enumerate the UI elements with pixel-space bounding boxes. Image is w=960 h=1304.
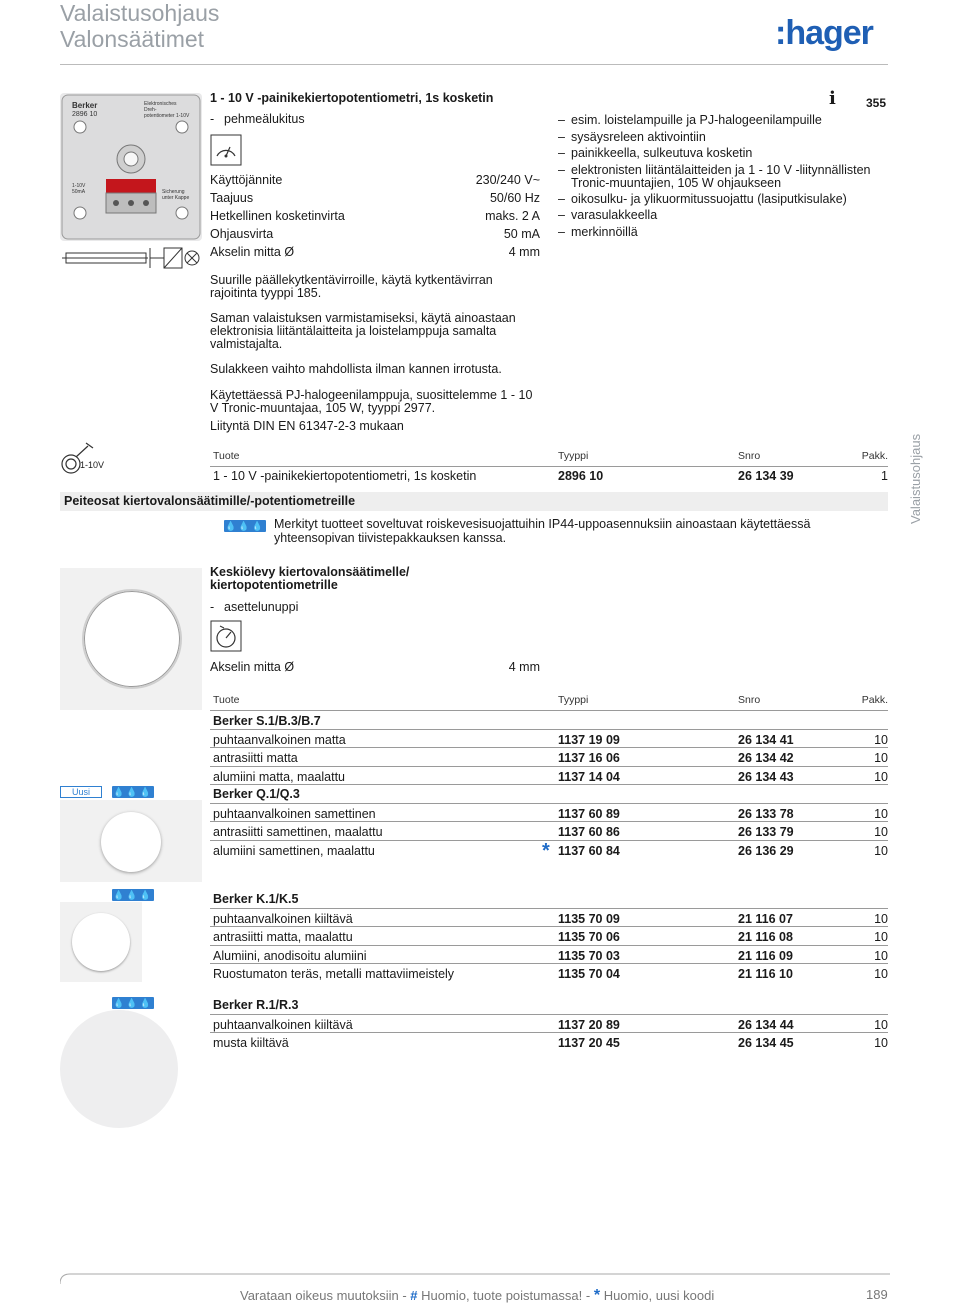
footer-part2: Huomio, tuote poistumassa! - [417, 1288, 594, 1303]
cell-pack: 10 [874, 751, 888, 765]
cell-snro: 21 116 07 [738, 911, 793, 926]
spec-row [210, 245, 540, 263]
bullet-item: – esim. loistelampuille ja PJ-halogeenilampuille [558, 112, 888, 129]
cell-product: puhtaanvalkoinen kiiltävä [213, 1017, 353, 1032]
note: Sulakkeen vaihto mahdollista ilman kannen irrotusta. [210, 362, 502, 376]
cell-type: 1137 19 09 [558, 732, 620, 747]
header-title-line1: Valaistusohjaus [60, 0, 220, 26]
image-left2: 50mA [72, 189, 86, 195]
cell-type: 1135 70 06 [558, 930, 620, 944]
cell-type: 1137 60 84 [558, 843, 620, 858]
table-row [210, 946, 888, 965]
cover-knob-3 [72, 913, 130, 971]
cell-product: 1 - 10 V -painikekiertopotentiometri, 1s kosketin [213, 469, 477, 483]
spec-value: 50/60 Hz [489, 191, 540, 205]
cell-snro: 21 116 10 [738, 967, 793, 981]
ip44-drops-icon: 💧💧💧 [113, 787, 153, 797]
product1-table [210, 450, 888, 487]
dimmer-insert-image [60, 93, 202, 241]
spec-label: Taajuus [210, 191, 254, 205]
spec-row [210, 191, 540, 209]
bullet-item: – painikkeella, sulkeutuva kosketin [558, 145, 888, 162]
cell-snro: 26 134 44 [738, 1017, 794, 1032]
bullet-item: – varasulakkeella [558, 207, 888, 224]
feature-bullets [558, 112, 888, 240]
cell-pack: 1 [881, 469, 888, 483]
col-header-type: Tyyppi [558, 694, 589, 706]
cell-snro: 26 134 45 [738, 1036, 794, 1050]
group-name: Berker Q.1/Q.3 [213, 787, 300, 801]
cell-product: musta kiiltävä [213, 1036, 289, 1050]
cell-pack: 10 [874, 930, 888, 944]
image-fuse2: unter Kappe [162, 195, 190, 201]
hager-logo: :hager [775, 14, 873, 52]
cell-product: antrasiitti matta, maalattu [213, 930, 353, 944]
cell-product: puhtaanvalkoinen matta [213, 732, 346, 747]
footer-part3: Huomio, uusi koodi [600, 1288, 715, 1303]
spec-label: Hetkellinen kosketinvirta [210, 209, 345, 223]
cell-type: 1135 70 09 [558, 911, 620, 926]
cover-image-4 [60, 1010, 202, 1120]
subsection-title-line2: kiertopotentiometrille [210, 578, 338, 592]
cell-pack: 10 [874, 843, 888, 858]
note: Saman valaistuksen varmistamiseksi, käytä ainoastaan elektronisia liitäntälaitteita ja loistelamppuja samalta valmistajalta. [210, 311, 516, 351]
cell-snro: 21 116 09 [738, 948, 793, 963]
cell-pack: 10 [874, 1036, 888, 1050]
cover-table-r [210, 996, 888, 1052]
image-desc1: Elektronisches [144, 101, 177, 107]
cell-pack: 10 [874, 911, 888, 926]
rotary-dimmer-symbol-icon [60, 442, 100, 476]
table-row [210, 1015, 888, 1034]
cell-type: 1137 60 89 [558, 806, 620, 821]
symbol-label: 1-10V [80, 460, 105, 470]
cell-product: antrasiitti matta [213, 751, 298, 765]
subsection-title-line1: Keskiölevy kiertovalonsäätimelle/ [210, 565, 410, 579]
cell-product: alumiini samettinen, maalattu [213, 843, 375, 858]
cell-snro: 26 133 78 [738, 806, 794, 821]
cell-snro: 26 133 79 [738, 825, 794, 839]
spec-value: 50 mA [503, 227, 540, 241]
new-code-star-icon: * [593, 1287, 601, 1304]
image-code: 2896 10 [72, 111, 98, 118]
section2-title-bar [60, 492, 888, 511]
cell-product: antrasiitti samettinen, maalattu [213, 825, 383, 839]
image-fuse: Sicherung [162, 189, 185, 195]
col-header-snro: Snro [738, 450, 761, 462]
table-row [210, 927, 888, 946]
group-heading [210, 996, 888, 1015]
spec-value: 4 mm [508, 660, 540, 674]
cell-product: Alumiini, anodisoitu alumiini [213, 948, 367, 963]
cell-pack: 10 [874, 806, 888, 821]
spec-label: Käyttöjännite [210, 173, 283, 187]
cell-type: 1137 20 45 [558, 1036, 620, 1050]
cover-knob-2 [101, 812, 161, 872]
cell-snro: 26 134 43 [738, 769, 794, 784]
table-row [210, 909, 888, 928]
cell-snro: 26 136 29 [738, 843, 794, 858]
cell-type: 1135 70 03 [558, 948, 620, 963]
table-row [210, 1033, 888, 1052]
cover-knob-4 [60, 1010, 178, 1128]
group-heading [210, 711, 888, 730]
knob-adjust-icon [210, 620, 242, 652]
side-tab-label: Valaistusohjaus [908, 433, 923, 524]
note: Suurille päällekytkentävirroille, käytä kytkentävirran rajoitinta tyyppi 185. [210, 273, 493, 300]
table-row [210, 822, 888, 841]
image-brand: Berker [72, 101, 98, 110]
table-row [210, 804, 888, 823]
cell-product: Ruostumaton teräs, metalli mattaviimeistely [213, 967, 455, 981]
spec-value: 230/240 V~ [475, 173, 540, 187]
cell-pack: 10 [874, 967, 888, 981]
col-header-pack: Pakk. [861, 694, 888, 706]
spec-row [210, 227, 540, 245]
new-badge: Uusi [60, 786, 102, 798]
col-header-pack: Pakk. [861, 450, 888, 462]
footer-part1: Varataan oikeus muutoksiin - [240, 1288, 411, 1303]
subsection-spec-row [210, 660, 540, 678]
group-name: Berker S.1/B.3/B.7 [213, 714, 321, 728]
note: Käytettäessä PJ-halogeenilamppuja, suosittelemme 1 - 10 V Tronic-muuntajaa, 105 W, tyyppi 2977. [210, 388, 533, 415]
cell-pack: 10 [874, 948, 888, 963]
subsection-feature: asettelunuppi [224, 600, 299, 614]
group-heading [210, 785, 888, 804]
cell-pack: 10 [874, 825, 888, 839]
footer-text [240, 1287, 714, 1304]
page-number-top: 355 [866, 96, 887, 110]
cell-snro: 21 116 08 [738, 930, 793, 944]
table-row [210, 466, 888, 487]
table-header [210, 694, 888, 710]
cell-snro: 26 134 42 [738, 751, 794, 765]
note: Liityntä DIN EN 61347-2-3 mukaan [210, 419, 404, 433]
group-name: Berker K.1/K.5 [213, 892, 299, 906]
spec-row [210, 173, 540, 191]
bullet-item: – oikosulku- ja ylikuormitussuojattu (lasiputkisulake) [558, 191, 888, 208]
col-header-type: Tyyppi [558, 450, 589, 462]
image-left1: 1-10V [72, 183, 86, 189]
ip44-drops-icon: 💧💧💧 [113, 998, 153, 1008]
table-header [210, 450, 888, 466]
spec-label: Akselin mitta Ø [210, 245, 295, 259]
bullet-item: – elektronisten liitäntälaitteiden ja 1 - 10 V -liitynnällisten Tronic-muuntajien, 105 W ohjaukseen [558, 164, 888, 190]
cell-snro: 26 134 39 [738, 469, 794, 483]
spec-value: maks. 2 A [485, 209, 540, 223]
cell-type: 2896 10 [558, 469, 604, 483]
cell-type: 1137 20 89 [558, 1017, 620, 1032]
discontinued-hash-icon: # [410, 1288, 418, 1303]
cover-image-3 [60, 902, 142, 982]
cell-type: 1137 16 06 [558, 751, 620, 765]
new-code-star-icon: * [542, 839, 550, 862]
product1-feature-prefix: - [210, 112, 215, 126]
subsection-feature-prefix: - [210, 600, 215, 614]
table-row [210, 964, 888, 983]
product1-title: 1 - 10 V -painikekiertopotentiometri, 1s kosketin [210, 91, 494, 105]
table-row [210, 730, 888, 749]
cell-type: 1135 70 04 [558, 967, 620, 981]
cell-product: puhtaanvalkoinen kiiltävä [213, 911, 353, 926]
spec-row [210, 209, 540, 227]
table-row [210, 748, 888, 767]
info-icon: i [829, 88, 836, 109]
table-row [210, 767, 888, 786]
image-desc3: potentiometer 1-10V [144, 113, 190, 119]
side-tab [908, 433, 926, 528]
soft-lock-icon [210, 134, 242, 166]
page-number: 189 [866, 1287, 888, 1302]
cover-image-2 [60, 800, 202, 882]
col-header-snro: Snro [738, 694, 761, 706]
cell-snro: 26 134 41 [738, 732, 794, 747]
ip44-note: Merkityt tuotteet soveltuvat roiskevesisuojattuihin IP44-uppoasennuksiin ainoastaan käytettäessä yhteensopivan tiivistepakkauksen kanssa. [274, 517, 811, 545]
section2-title: Peiteosat kiertovalonsäätimille/-potentiometreille [64, 494, 356, 508]
cover-knob-1 [82, 589, 182, 689]
spec-label: Ohjausvirta [210, 227, 274, 241]
col-header-product: Tuote [213, 694, 240, 706]
ip44-drops-icon: 💧💧💧 [225, 521, 265, 531]
spec-value: 4 mm [508, 245, 540, 259]
cell-product: puhtaanvalkoinen samettinen [213, 806, 376, 821]
product1-feature: pehmeälukitus [224, 112, 305, 126]
bullet-item: – sysäysreleen aktivointiin [558, 129, 888, 146]
cell-type: 1137 14 04 [558, 769, 620, 784]
cover-table [210, 694, 888, 862]
table-row [210, 841, 888, 860]
footer-divider [60, 1272, 890, 1286]
cell-pack: 10 [874, 1017, 888, 1032]
circuit-symbol-icon [60, 244, 202, 272]
cell-pack: 10 [874, 769, 888, 784]
header-title-line2: Valonsäätimet [60, 26, 205, 52]
header-divider [60, 64, 888, 65]
col-header-product: Tuote [213, 450, 240, 462]
bullet-item: – merkinnöillä [558, 224, 888, 241]
spec-label: Akselin mitta Ø [210, 660, 295, 674]
group-name: Berker R.1/R.3 [213, 998, 299, 1012]
image-desc2: Dreh- [144, 107, 157, 113]
cell-product: alumiini matta, maalattu [213, 769, 346, 784]
cover-table-k [210, 890, 888, 983]
group-heading [210, 890, 888, 909]
ip44-drops-icon: 💧💧💧 [113, 890, 153, 900]
cell-type: 1137 60 86 [558, 825, 620, 839]
cover-image-1 [60, 568, 202, 710]
cell-pack: 10 [874, 732, 888, 747]
